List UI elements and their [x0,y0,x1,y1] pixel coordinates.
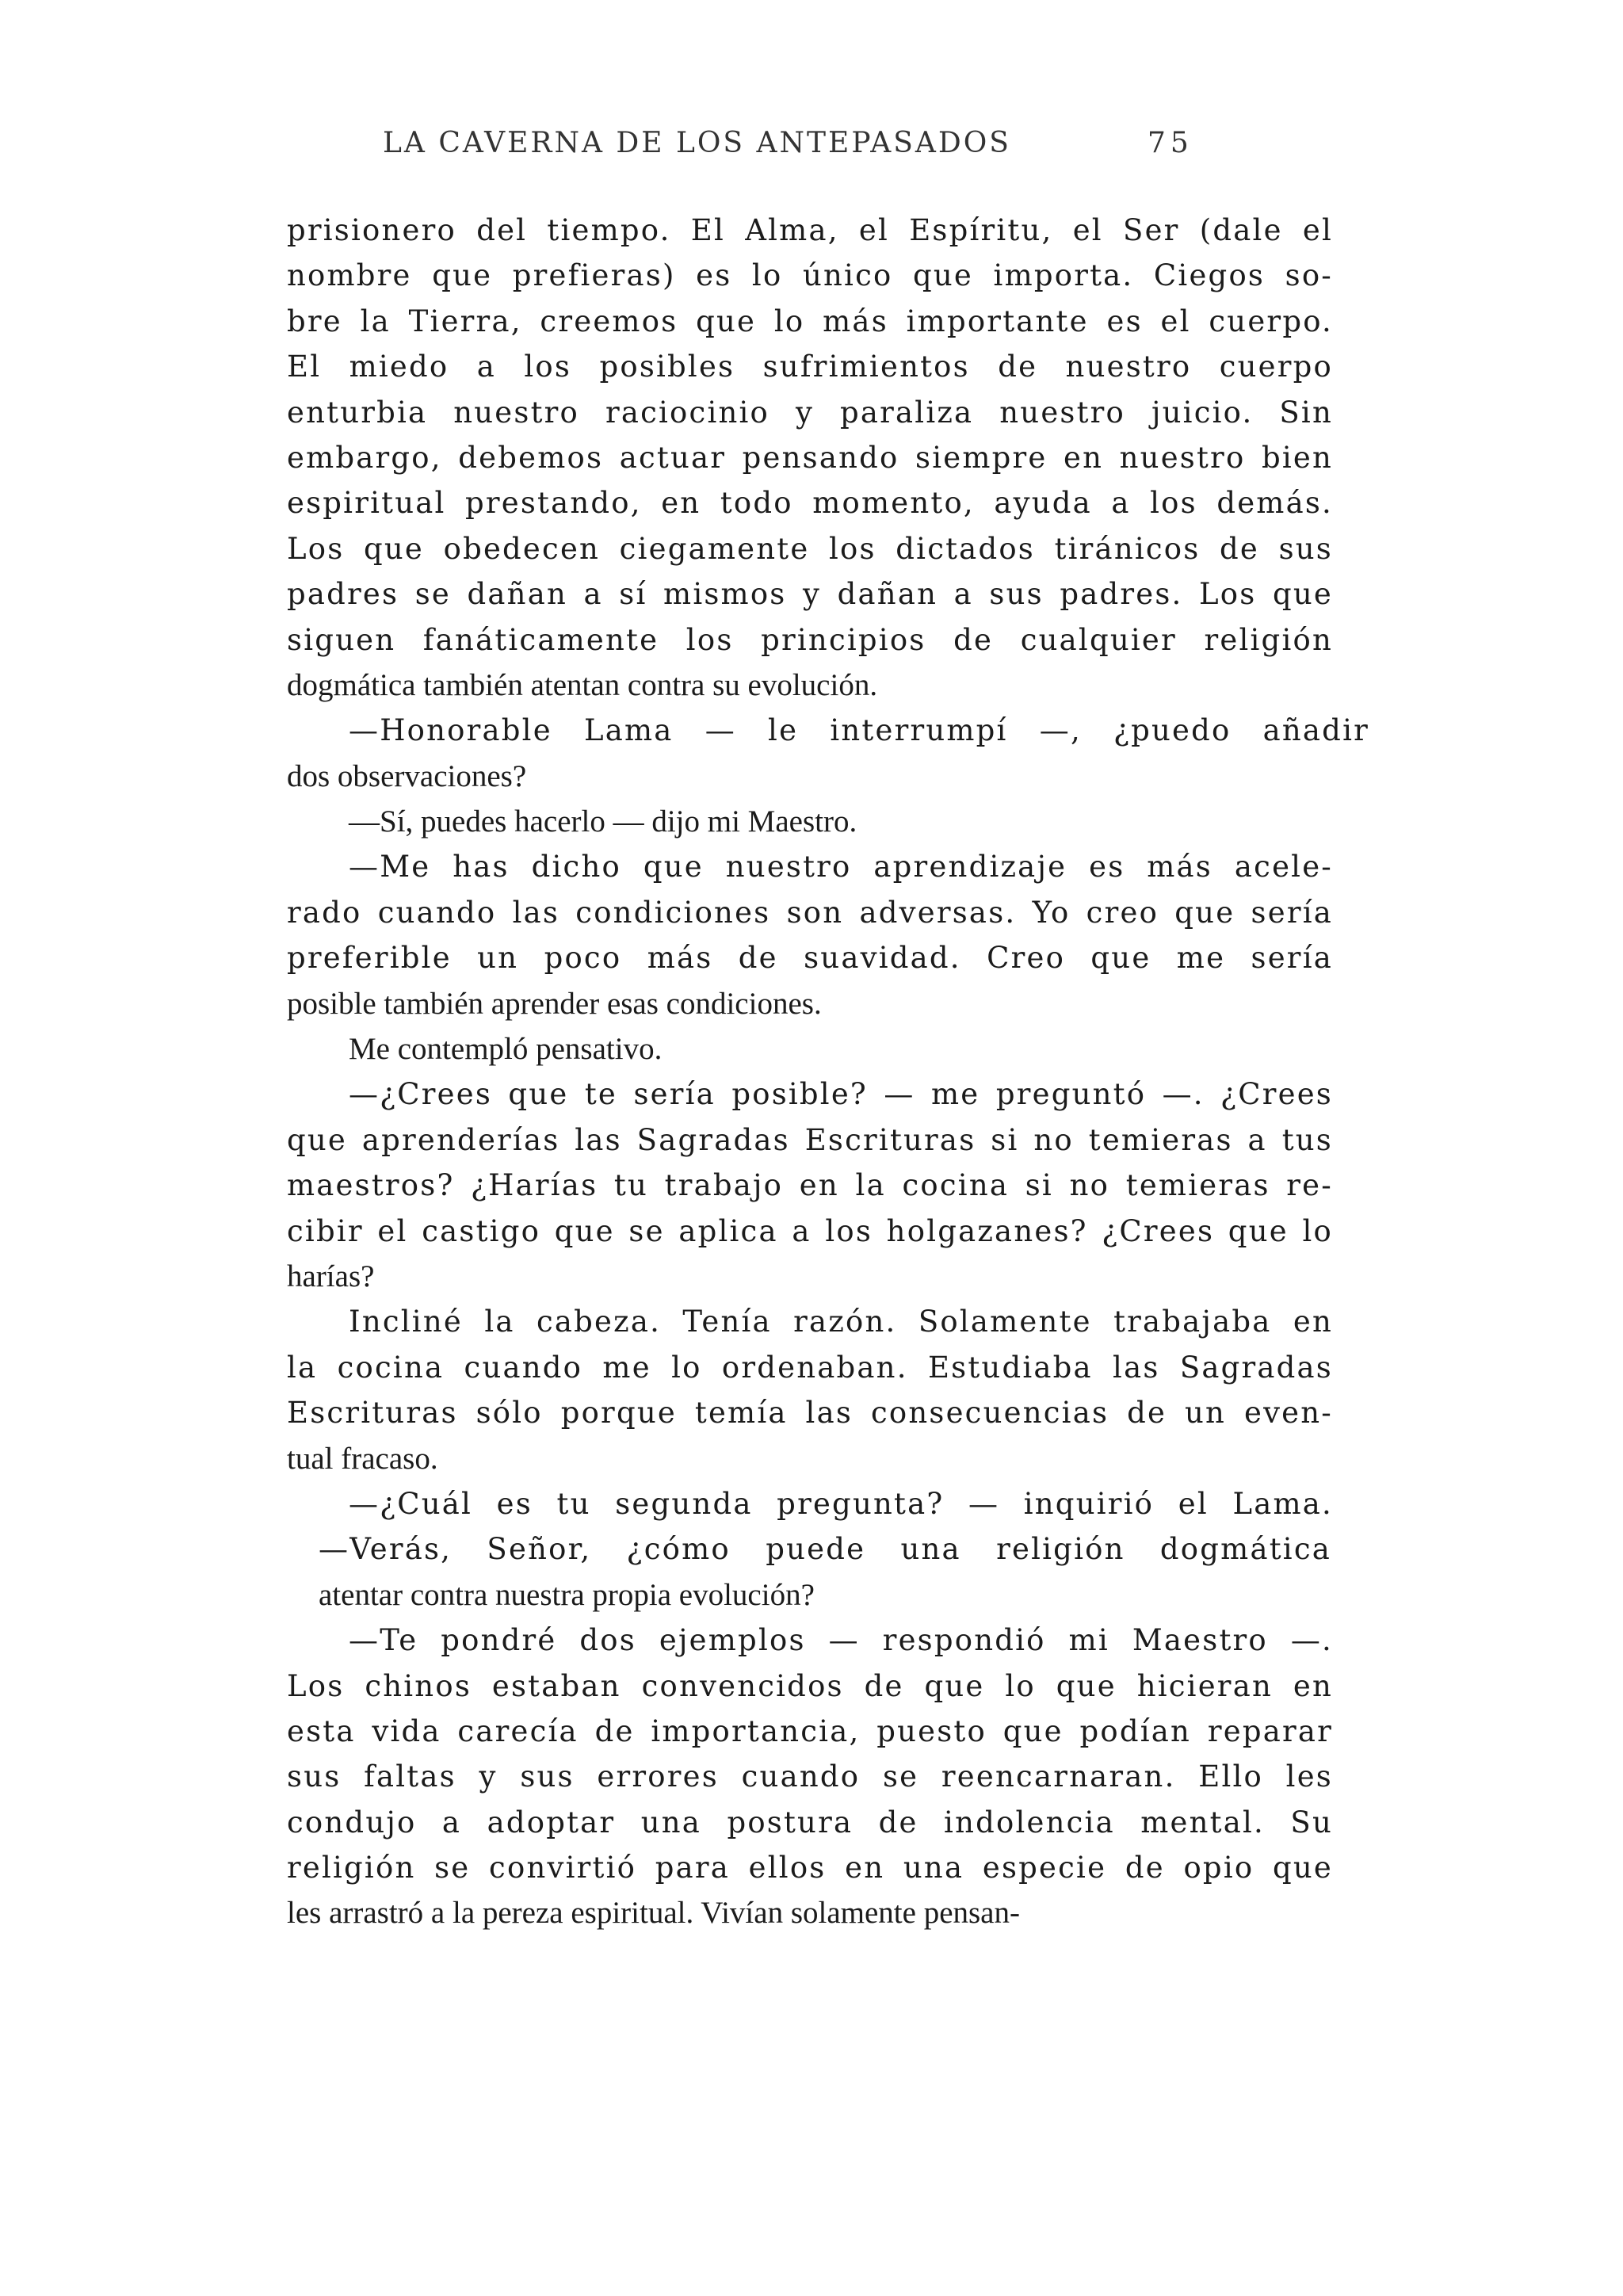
body-text [287,208,1369,1936]
text-line: condujo a adoptar una postura de indolencia mental. Su [287,1805,1333,1839]
text-line: espiritual prestando, en todo momento, ayuda a los demás. [287,486,1333,521]
text-line: —Sí, puedes hacerlo — dijo mi Maestro. [349,804,857,839]
text-line: padres se dañan a sí mismos y dañan a sus padres. Los que [287,577,1333,612]
page-number: 75 [1148,127,1193,159]
text-line: atentar contra nuestra propia evolución? [319,1577,815,1612]
running-head [383,127,1191,165]
text-line: El miedo a los posibles sufrimientos de nuestro cuerpo [287,350,1333,384]
text-line: Los que obedecen ciegamente los dictados tiránicos de sus [287,531,1333,566]
text-line: Me contempló pensativo. [349,1032,663,1067]
text-line: —Honorable Lama — le interrumpí —, ¿puedo añadir [349,713,1369,748]
text-line: —Verás, Señor, ¿cómo puede una religión dogmática [319,1532,1331,1567]
text-line: —¿Cuál es tu segunda pregunta? — inquirió el Lama. [349,1486,1333,1521]
text-line: cibir el castigo que se aplica a los holgazanes? ¿Crees que lo [287,1213,1333,1248]
text-line: rado cuando las condiciones son adversas. Yo creo que sería [287,895,1333,930]
text-line: posible también aprender esas condiciones. [287,986,822,1021]
text-line: Escrituras sólo porque temía las consecuencias de un even- [287,1396,1333,1431]
text-line: esta vida carecía de importancia, puesto que podían reparar [287,1713,1333,1748]
text-line: sus faltas y sus errores cuando se reencarnaran. Ello les [287,1759,1333,1794]
text-line: religión se convirtió para ellos en una especie de opio que [287,1851,1333,1885]
text-line: prisionero del tiempo. El Alma, el Espíritu, el Ser (dale el [287,213,1333,247]
text-line: siguen fanáticamente los principios de cualquier religión [287,622,1333,657]
text-line: preferible un poco más de suavidad. Creo que me sería [287,941,1333,976]
text-line: embargo, debemos actuar pensando siempre en nuestro bien [287,440,1333,475]
text-line: dogmática también atentan contra su evolución. [287,667,878,702]
text-line: —Me has dicho que nuestro aprendizaje es más acele- [349,850,1333,884]
text-line: —¿Crees que te sería posible? — me preguntó —. ¿Crees [349,1077,1333,1112]
text-line: bre la Tierra, creemos que lo más importante es el cuerpo. [287,304,1333,338]
text-line: Incliné la cabeza. Tenía razón. Solamente trabajaba en [349,1305,1333,1339]
text-line: Los chinos estaban convencidos de que lo que hicieran en [287,1668,1333,1703]
running-title: LA CAVERNA DE LOS ANTEPASADOS [383,127,1011,159]
text-line: nombre que prefieras) es lo único que importa. Ciegos so- [287,258,1333,293]
text-line: les arrastró a la pereza espiritual. Vivían solamente pensan- [287,1896,1020,1931]
text-line: —Te pondré dos ejemplos — respondió mi Maestro —. [349,1623,1333,1658]
text-line: harías? [287,1259,375,1293]
text-line: tual fracaso. [287,1441,438,1476]
text-line: enturbia nuestro raciocinio y paraliza nuestro juicio. Sin [287,395,1333,430]
text-line: dos observaciones? [287,758,527,793]
text-line: que aprenderías las Sagradas Escrituras si no temieras a tus [287,1122,1333,1157]
text-line: maestros? ¿Harías tu trabajo en la cocina si no temieras re- [287,1168,1333,1203]
text-line: la cocina cuando me lo ordenaban. Estudiaba las Sagradas [287,1350,1333,1385]
